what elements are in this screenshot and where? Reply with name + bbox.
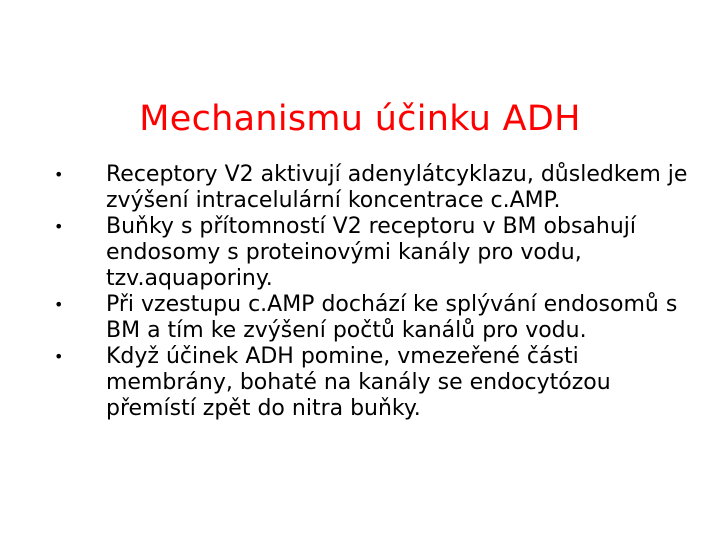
bullet-item-2 — [54, 214, 704, 292]
bullet-text: Buňky s přítomností V2 receptoru v BM obsahují endosomy s proteinovými kanály pro vodu, tzv.aquaporiny. — [106, 214, 636, 291]
bullet-icon: • — [54, 217, 64, 236]
bullet-item-4 — [54, 344, 704, 422]
bullet-item-3 — [54, 292, 704, 344]
bullet-item-1 — [54, 162, 704, 214]
bullet-icon: • — [54, 295, 64, 314]
bullet-text: Při vzestupu c.AMP dochází ke splývání endosomů s BM a tím ke zvýšení počtů kanálů pro vodu. — [106, 292, 678, 343]
slide-title: Mechanismu účinku ADH — [139, 99, 581, 140]
bullet-list — [54, 162, 704, 422]
bullet-icon: • — [54, 165, 64, 184]
bullet-icon: • — [54, 347, 64, 366]
bullet-text: Receptory V2 aktivují adenylátcyklazu, důsledkem je zvýšení intracelulární koncentrace c.AMP. — [106, 162, 688, 213]
bullet-text: Když účinek ADH pomine, vmezeřené části membrány, bohaté na kanály se endocytózou přemístí zpět do nitra buňky. — [106, 344, 611, 421]
